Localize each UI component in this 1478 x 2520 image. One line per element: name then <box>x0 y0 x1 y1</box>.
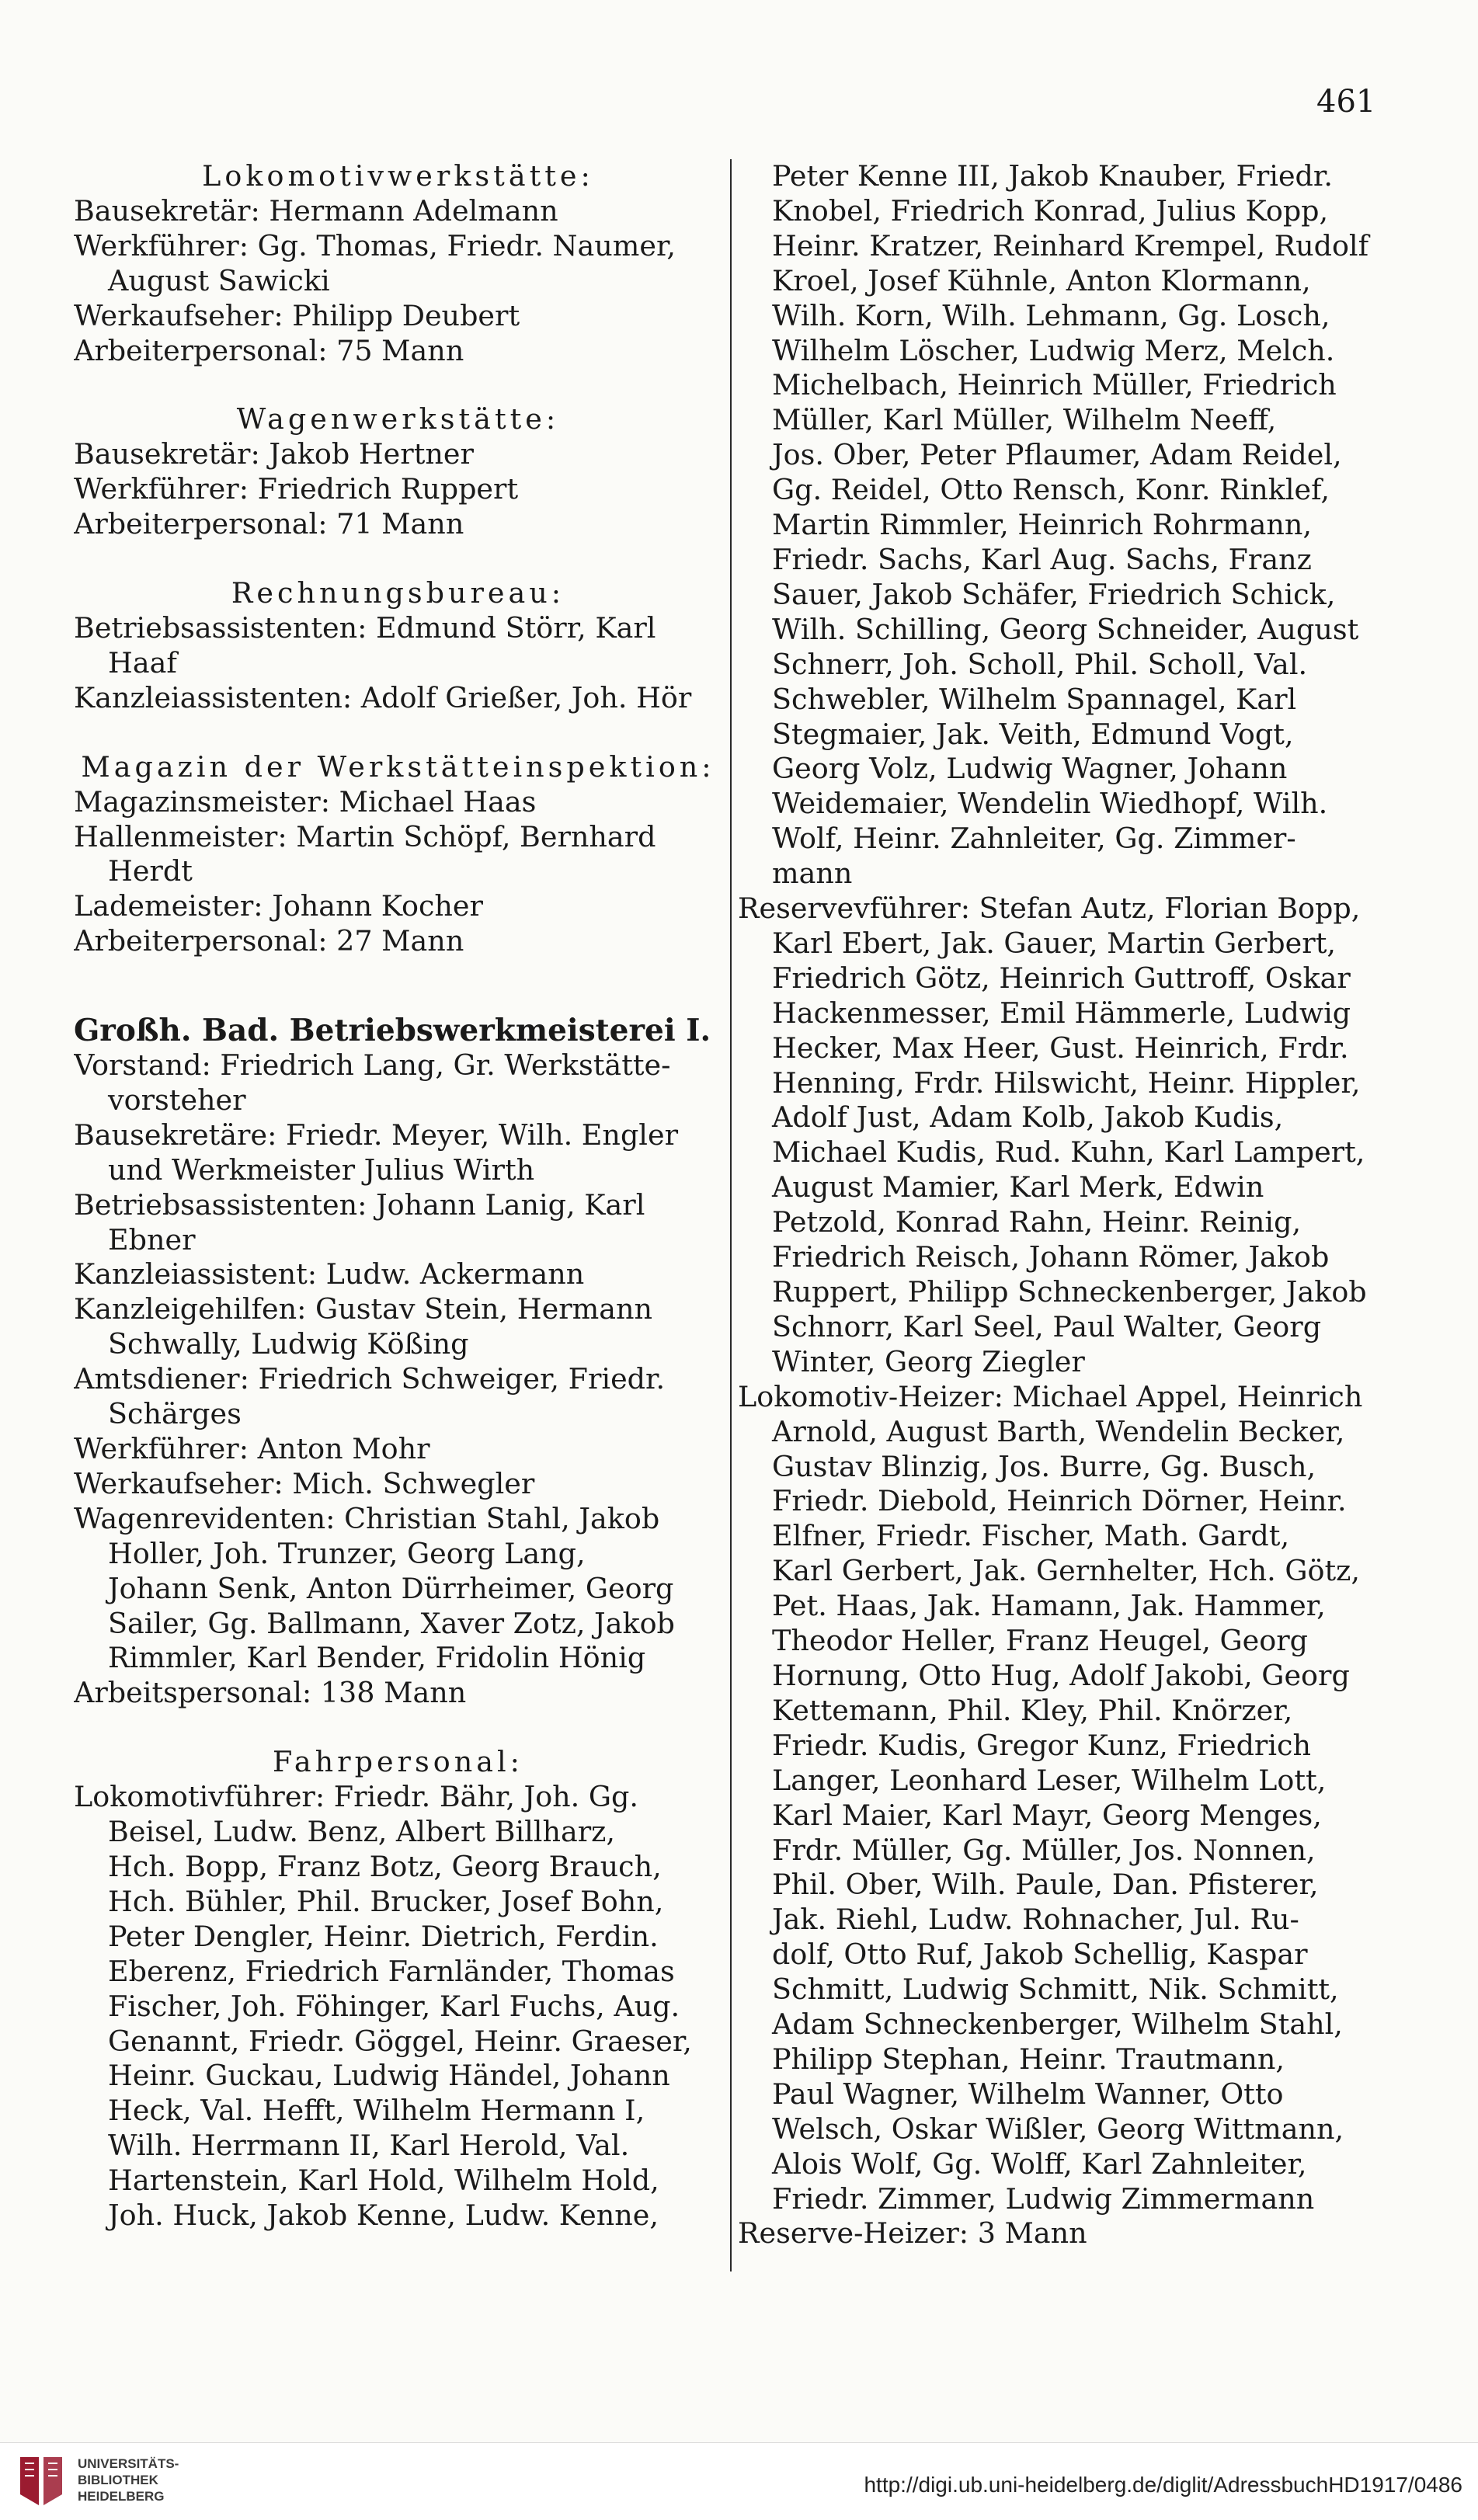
entry-continuation-line: Heck, Val. Hefft, Wilhelm Hermann I, <box>108 2094 645 2128</box>
entry-continuation-line: Kettemann, Phil. Kley, Phil. Knörzer, <box>772 1693 1293 1727</box>
entry-line: Magazinsmeister: Michael Haas <box>74 784 537 819</box>
entry-continuation-line: Holler, Joh. Trunzer, Georg Lang, <box>108 1536 586 1570</box>
section-heading: Fahrpersonal: <box>273 1745 523 1779</box>
entry-continuation-line: Müller, Karl Müller, Wilhelm Neeff, <box>772 403 1277 437</box>
entry-continuation-line: Hch. Bopp, Franz Botz, Georg Brauch, <box>108 1849 662 1883</box>
entry-continuation-line: Frdr. Müller, Gg. Müller, Jos. Nonnen, <box>772 1833 1316 1867</box>
entry-continuation-line: Hartenstein, Karl Hold, Wilhelm Hold, <box>108 2164 659 2198</box>
entry-continuation-line: Jos. Ober, Peter Pflaumer, Adam Reidel, <box>772 438 1342 472</box>
entry-line: Betriebsassistenten: Edmund Störr, Karl <box>74 610 656 645</box>
entry-line: Lokomotivführer: Friedr. Bähr, Joh. Gg. <box>74 1780 639 1814</box>
entry-continuation-line: Martin Rimmler, Heinrich Rohrmann, <box>772 508 1313 542</box>
entry-continuation-line: Wilh. Schilling, Georg Schneider, August <box>772 612 1359 646</box>
entry-line: Arbeiterpersonal: 71 Mann <box>74 507 464 541</box>
entry-continuation-line: Hackenmesser, Emil Hämmerle, Ludwig <box>772 996 1351 1030</box>
institution-heading: Großh. Bad. Betriebswerkmeisterei I. <box>74 1013 711 1049</box>
entry-line: Bausekretär: Hermann Adelmann <box>74 193 558 228</box>
entry-continuation-line: August Mamier, Karl Merk, Edwin <box>772 1170 1264 1204</box>
entry-line: Werkführer: Anton Mohr <box>74 1432 430 1465</box>
entry-line: Arbeitspersonal: 138 Mann <box>74 1676 467 1710</box>
entry-continuation-line: Sauer, Jakob Schäfer, Friedrich Schick, <box>772 577 1336 611</box>
entry-line: Amtsdiener: Friedrich Schweiger, Friedr. <box>74 1362 666 1396</box>
section-heading: Rechnungsbureau: <box>231 576 565 610</box>
entry-continuation-line: Adolf Just, Adam Kolb, Jakob Kudis, <box>772 1100 1284 1135</box>
entry-continuation-line: Joh. Huck, Jakob Kenne, Ludw. Kenne, <box>108 2198 659 2233</box>
entry-continuation-line: Friedrich Reisch, Johann Römer, Jakob <box>772 1240 1330 1274</box>
entry-line: Bausekretär: Jakob Hertner <box>74 437 474 471</box>
entry-continuation-line: Ruppert, Philipp Schneckenberger, Jakob <box>772 1275 1367 1309</box>
entry-continuation-line: Friedr. Sachs, Karl Aug. Sachs, Franz <box>772 542 1312 576</box>
entry-line: Reservevführer: Stefan Autz, Florian Bopp, <box>738 892 1361 926</box>
entry-continuation-line: Beisel, Ludw. Benz, Albert Billharz, <box>108 1815 616 1849</box>
section-spacer <box>74 1711 722 1745</box>
entry-continuation-line: Friedrich Götz, Heinrich Guttroff, Oskar <box>772 961 1351 995</box>
entry-continuation-line: Paul Wagner, Wilhelm Wanner, Otto <box>772 2077 1284 2111</box>
section-spacer <box>74 959 722 1013</box>
entry-line: Reserve-Heizer: 3 Mann <box>738 2216 1087 2251</box>
entry-line: Werkführer: Gg. Thomas, Friedr. Naumer, <box>74 228 676 262</box>
entry-continuation-line: Ebner <box>108 1222 196 1257</box>
entry-continuation-line: Karl Ebert, Jak. Gauer, Martin Gerbert, <box>772 926 1336 960</box>
entry-continuation-line: Schärges <box>108 1397 242 1431</box>
entry-line: Werkaufseher: Mich. Schwegler <box>74 1466 535 1500</box>
entry-line: Betriebsassistenten: Johann Lanig, Karl <box>74 1187 645 1222</box>
source-url-link[interactable]: http://digi.ub.uni-heidelberg.de/diglit/AdressbuchHD1917/0486 <box>864 2473 1462 2497</box>
entry-line: Wagenrevidenten: Christian Stahl, Jakob <box>74 1501 660 1535</box>
entry-continuation-line: Jak. Riehl, Ludw. Rohnacher, Jul. Ru- <box>772 1903 1299 1937</box>
entry-line: Werkaufseher: Philipp Deubert <box>74 298 520 332</box>
entry-continuation-line: Philipp Stephan, Heinr. Trautmann, <box>772 2042 1285 2076</box>
entry-continuation-line: Herdt <box>108 854 193 888</box>
entry-continuation-line: Phil. Ober, Wilh. Paule, Dan. Pfisterer, <box>772 1868 1319 1902</box>
entry-continuation-line: Peter Kenne III, Jakob Knauber, Friedr. <box>772 159 1333 193</box>
entry-continuation-line: Hornung, Otto Hug, Adolf Jakobi, Georg <box>772 1658 1350 1692</box>
entry-continuation-line: Wilhelm Löscher, Ludwig Merz, Melch. <box>772 333 1335 367</box>
entry-continuation-line: Eberenz, Friedrich Farnländer, Thomas <box>108 1954 675 1988</box>
entry-continuation-line: Winter, Georg Ziegler <box>772 1344 1085 1378</box>
entry-continuation-line: Schnorr, Karl Seel, Paul Walter, Georg <box>772 1309 1322 1343</box>
entry-line: Kanzleiassistent: Ludw. Ackermann <box>74 1257 585 1291</box>
entry-line: Arbeiterpersonal: 27 Mann <box>74 924 464 958</box>
section-spacer <box>74 542 722 576</box>
entry-continuation-line: Haaf <box>108 645 177 680</box>
entry-continuation-line: Karl Maier, Karl Mayr, Georg Menges, <box>772 1798 1322 1832</box>
entry-continuation-line: Petzold, Konrad Rahn, Heinr. Reinig, <box>772 1205 1302 1239</box>
entry-continuation-line: Karl Gerbert, Jak. Gernhelter, Hch. Götz, <box>772 1554 1360 1588</box>
entry-continuation-line: Friedr. Zimmer, Ludwig Zimmermann <box>772 2181 1315 2216</box>
entry-continuation-line: Schwally, Ludwig Kößing <box>108 1327 469 1361</box>
entry-continuation-line: Adam Schneckenberger, Wilhelm Stahl, <box>772 2007 1343 2042</box>
column-divider <box>730 159 732 2271</box>
footer-bar <box>0 2442 1478 2520</box>
left-column <box>74 159 722 2233</box>
section-spacer <box>74 368 722 402</box>
entry-continuation-line: Henning, Frdr. Hilswicht, Heinr. Hippler, <box>772 1065 1361 1100</box>
library-name <box>78 2456 179 2504</box>
entry-line: Lokomotiv-Heizer: Michael Appel, Heinrich <box>738 1379 1363 1413</box>
entry-continuation-line: vorsteher <box>108 1083 246 1117</box>
entry-continuation-line: Knobel, Friedrich Konrad, Julius Kopp, <box>772 193 1329 228</box>
entry-continuation-line: Wolf, Heinr. Zahnleiter, Gg. Zimmer- <box>772 822 1296 856</box>
entry-continuation-line: Gg. Reidel, Otto Rensch, Konr. Rinklef, <box>772 473 1330 507</box>
entry-line: Werkführer: Friedrich Ruppert <box>74 472 519 506</box>
entry-continuation-line: Hch. Bühler, Phil. Brucker, Josef Bohn, <box>108 1884 664 1918</box>
entry-continuation-line: Wilh. Korn, Wilh. Lehmann, Gg. Losch, <box>772 298 1330 332</box>
entry-continuation-line: August Sawicki <box>108 263 330 297</box>
entry-continuation-line: Alois Wolf, Gg. Wolff, Karl Zahnleiter, <box>772 2146 1307 2181</box>
entry-continuation-line: Schnerr, Joh. Scholl, Phil. Scholl, Val. <box>772 647 1308 681</box>
entry-continuation-line: Friedr. Diebold, Heinrich Dörner, Heinr. <box>772 1484 1347 1518</box>
entry-continuation-line: Michael Kudis, Rud. Kuhn, Karl Lampert, <box>772 1135 1365 1170</box>
library-name-line: UNIVERSITÄTS- <box>78 2456 179 2471</box>
entry-line: Arbeiterpersonal: 75 Mann <box>74 333 464 367</box>
entry-continuation-line: Hecker, Max Heer, Gust. Heinrich, Frdr. <box>772 1031 1349 1065</box>
section-heading: Lokomotivwerkstätte: <box>202 159 594 193</box>
library-name-line: HEIDELBERG <box>78 2489 165 2504</box>
entry-continuation-line: Weidemaier, Wendelin Wiedhopf, Wilh. <box>772 787 1328 821</box>
entry-continuation-line: Stegmaier, Jak. Veith, Edmund Vogt, <box>772 717 1294 751</box>
entry-continuation-line: Pet. Haas, Jak. Hamann, Jak. Hammer, <box>772 1589 1326 1623</box>
library-name-line: BIBLIOTHEK <box>78 2473 158 2487</box>
entry-continuation-line: Peter Dengler, Heinr. Dietrich, Ferdin. <box>108 1919 659 1953</box>
entry-continuation-line: Genannt, Friedr. Göggel, Heinr. Graeser, <box>108 2024 692 2058</box>
entry-line: Vorstand: Friedrich Lang, Gr. Werkstätte- <box>74 1048 671 1083</box>
entry-continuation-line: Sailer, Gg. Ballmann, Xaver Zotz, Jakob <box>108 1606 675 1640</box>
section-heading: Magazin der Werkstätteinspektion: <box>81 749 715 784</box>
entry-continuation-line: Langer, Leonhard Leser, Wilhelm Lott, <box>772 1763 1327 1797</box>
entry-continuation-line: Michelbach, Heinrich Müller, Friedrich <box>772 368 1337 402</box>
entry-continuation-line: Gustav Blinzig, Jos. Burre, Gg. Busch, <box>772 1449 1316 1483</box>
entry-continuation-line: Heinr. Kratzer, Reinhard Krempel, Rudolf <box>772 228 1369 262</box>
entry-continuation-line: Welsch, Oskar Wißler, Georg Wittmann, <box>772 2112 1344 2146</box>
entry-continuation-line: Schwebler, Wilhelm Spannagel, Karl <box>772 682 1297 716</box>
entry-continuation-line: dolf, Otto Ruf, Jakob Schellig, Kaspar <box>772 1938 1308 1972</box>
entry-line: Lademeister: Johann Kocher <box>74 889 483 923</box>
university-library-logo-icon <box>16 2454 67 2508</box>
section-heading: Wagenwerkstätte: <box>236 402 560 436</box>
section-spacer <box>74 716 722 750</box>
entry-line: Bausekretäre: Friedr. Meyer, Wilh. Engler <box>74 1117 679 1152</box>
entry-line: Kanzleiassistenten: Adolf Grießer, Joh. Hör <box>74 680 692 714</box>
entry-continuation-line: Elfner, Friedr. Fischer, Math. Gardt, <box>772 1519 1290 1553</box>
entry-continuation-line: und Werkmeister Julius Wirth <box>108 1152 535 1187</box>
entry-line: Hallenmeister: Martin Schöpf, Bernhard <box>74 819 656 853</box>
entry-continuation-line: Schmitt, Ludwig Schmitt, Nik. Schmitt, <box>772 1973 1339 2007</box>
right-column <box>738 159 1390 2251</box>
entry-continuation-line: mann <box>772 857 853 891</box>
entry-continuation-line: Kroel, Josef Kühnle, Anton Klormann, <box>772 263 1311 297</box>
entry-continuation-line: Theodor Heller, Franz Heugel, Georg <box>772 1624 1309 1658</box>
entry-continuation-line: Georg Volz, Ludwig Wagner, Johann <box>772 752 1288 786</box>
entry-continuation-line: Arnold, August Barth, Wendelin Becker, <box>772 1414 1345 1448</box>
entry-continuation-line: Friedr. Kudis, Gregor Kunz, Friedrich <box>772 1728 1311 1762</box>
entry-line: Kanzleigehilfen: Gustav Stein, Hermann <box>74 1292 653 1326</box>
entry-continuation-line: Johann Senk, Anton Dürrheimer, Georg <box>108 1571 674 1605</box>
entry-continuation-line: Fischer, Joh. Föhinger, Karl Fuchs, Aug. <box>108 1989 680 2023</box>
entry-continuation-line: Rimmler, Karl Bender, Fridolin Hönig <box>108 1641 646 1675</box>
entry-continuation-line: Wilh. Herrmann II, Karl Herold, Val. <box>108 2129 630 2163</box>
page-number: 461 <box>1316 84 1376 120</box>
entry-continuation-line: Heinr. Guckau, Ludwig Händel, Johann <box>108 2059 670 2093</box>
